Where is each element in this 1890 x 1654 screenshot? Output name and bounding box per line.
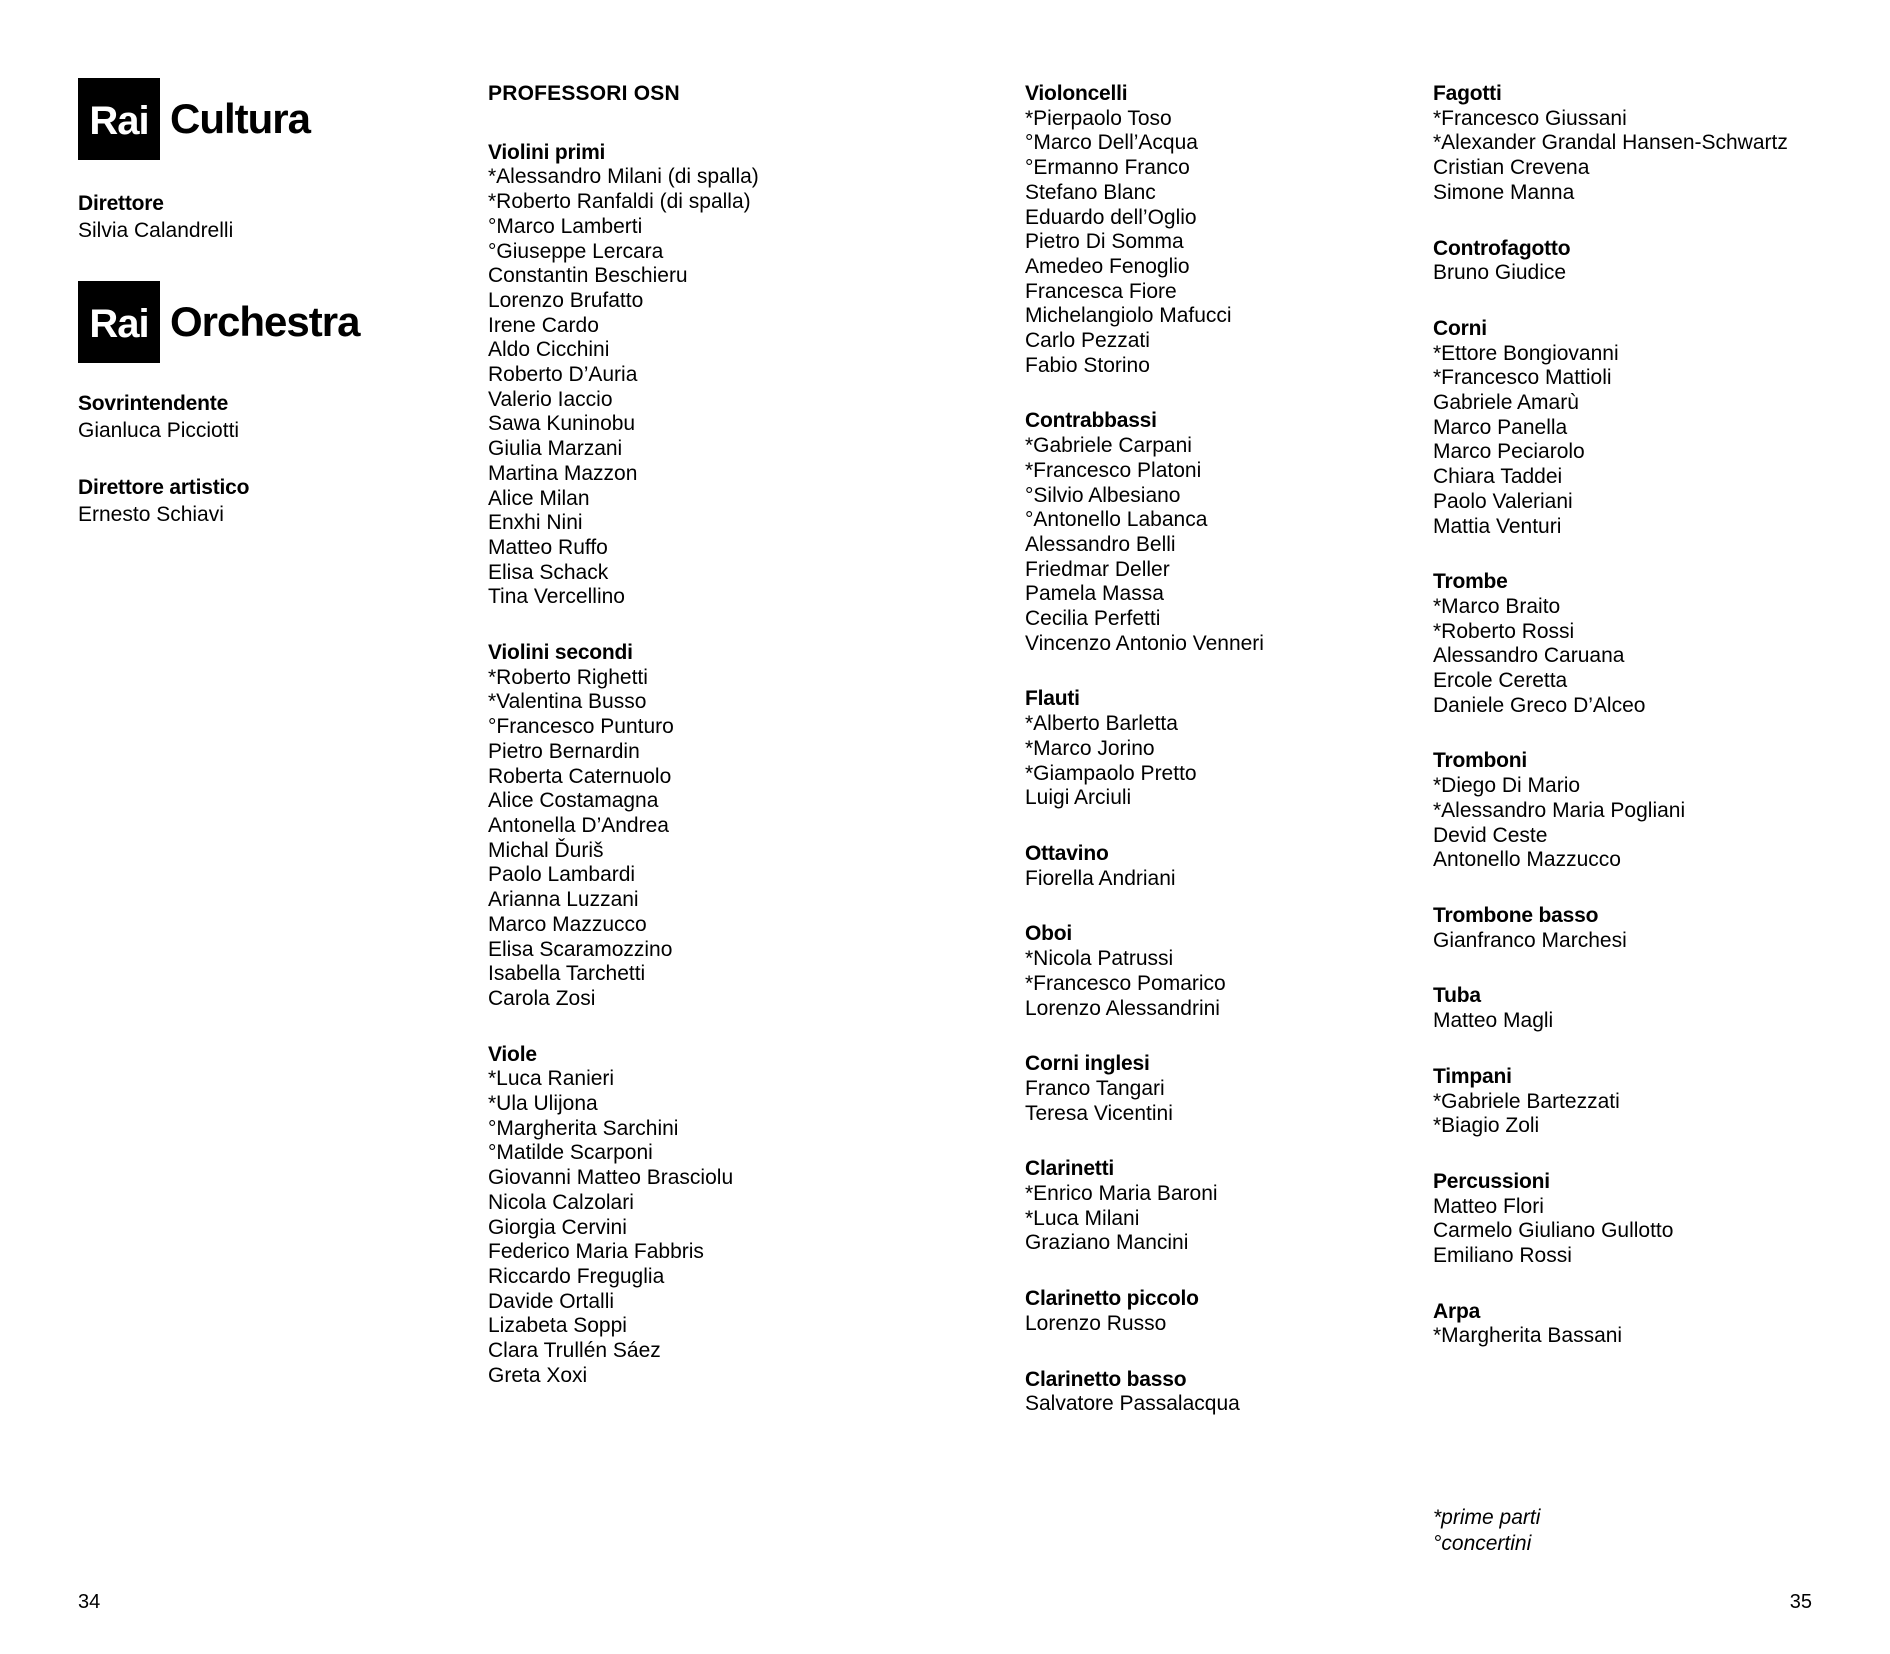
musician-name: Marco Panella: [1433, 415, 1568, 439]
musician-name: °Matilde Scarponi: [488, 1141, 653, 1165]
section-title: Contrabbassi: [1025, 409, 1157, 433]
instrument-section: [1433, 749, 1883, 873]
section-title: Trombe: [1433, 570, 1508, 594]
musician-name: Luigi Arciuli: [1025, 786, 1132, 810]
musician-name: *Giampaolo Pretto: [1025, 761, 1197, 785]
rai-cultura-label: Cultura: [170, 95, 310, 142]
rai-logo-mark: [78, 78, 160, 160]
instrument-section: [1025, 82, 1365, 378]
section-title: Percussioni: [1433, 1169, 1550, 1193]
instrument-section: [1433, 317, 1883, 539]
section-title: Arpa: [1433, 1299, 1481, 1323]
musician-name: Federico Maria Fabbris: [488, 1240, 704, 1264]
musician-name: Salvatore Passalacqua: [1025, 1392, 1240, 1416]
instrument-section: [1025, 1368, 1365, 1417]
musician-name: Greta Xoxi: [488, 1363, 588, 1387]
instrument-section: [1433, 82, 1883, 206]
musician-name: Fiorella Andriani: [1025, 866, 1176, 890]
musician-name: Matteo Ruffo: [488, 535, 608, 559]
role-label: Direttore: [78, 192, 164, 215]
musician-name: Michelangiolo Mafucci: [1025, 304, 1232, 328]
musician-name: *Luca Milani: [1025, 1206, 1140, 1230]
musician-name: Eduardo dell’Oglio: [1025, 205, 1197, 229]
legend-prime-parti: *prime parti: [1433, 1506, 1541, 1529]
musician-name: Matteo Flori: [1433, 1194, 1544, 1218]
musician-name: Matteo Magli: [1433, 1009, 1554, 1033]
members-column-strings: [488, 82, 808, 1388]
musician-name: Lorenzo Brufatto: [488, 288, 644, 312]
rai-logo-text: Rai: [89, 99, 149, 143]
musician-name: Emiliano Rossi: [1433, 1244, 1572, 1268]
musician-name: Franco Tangari: [1025, 1076, 1165, 1100]
musician-name: *Marco Jorino: [1025, 736, 1155, 760]
members-column-woodwinds: [1025, 82, 1365, 1417]
instrument-section: [1025, 687, 1365, 811]
instrument-section: [1433, 1300, 1883, 1349]
instrument-section: [1433, 1065, 1883, 1139]
page-number-left: 34: [78, 1591, 101, 1613]
instrument-section: [1025, 1157, 1365, 1256]
rai-orchestra-label: Orchestra: [170, 298, 360, 345]
musician-name: *Roberto Righetti: [488, 665, 648, 689]
musician-name: *Roberto Ranfaldi (di spalla): [488, 190, 751, 214]
musician-name: Lorenzo Alessandrini: [1025, 996, 1220, 1020]
section-title: Flauti: [1025, 687, 1080, 711]
musician-name: Marco Mazzucco: [488, 912, 647, 936]
musician-name: *Diego Di Mario: [1433, 774, 1581, 798]
musician-name: Alice Costamagna: [488, 789, 659, 813]
musician-name: Alessandro Belli: [1025, 532, 1176, 556]
musician-name: Isabella Tarchetti: [488, 962, 646, 986]
musician-name: Antonella D’Andrea: [488, 813, 669, 837]
musician-name: °Margherita Sarchini: [488, 1116, 679, 1140]
musician-name: Cecilia Perfetti: [1025, 607, 1161, 631]
instrument-section: [488, 1043, 808, 1389]
musician-name: Antonello Mazzucco: [1433, 848, 1621, 872]
musician-name: Alessandro Caruana: [1433, 644, 1625, 668]
musician-name: Pamela Massa: [1025, 582, 1164, 606]
musician-name: Constantin Beschieru: [488, 264, 688, 288]
musician-name: *Alessandro Milani (di spalla): [488, 165, 759, 189]
staff-block-sovrintendente: [78, 390, 458, 444]
musician-name: Carola Zosi: [488, 986, 596, 1010]
musician-name: *Francesco Mattioli: [1433, 366, 1612, 390]
section-title: Ottavino: [1025, 841, 1109, 865]
musician-name: Davide Ortalli: [488, 1289, 615, 1313]
musician-name: *Marco Braito: [1433, 594, 1561, 618]
musician-name: *Margherita Bassani: [1433, 1324, 1623, 1348]
branding-column: [78, 78, 458, 528]
musician-name: Bruno Giudice: [1433, 261, 1567, 285]
instrument-section: [1025, 1287, 1365, 1336]
section-title: Oboi: [1025, 922, 1073, 946]
musician-name: Graziano Mancini: [1025, 1231, 1189, 1255]
musician-name: Vincenzo Antonio Venneri: [1025, 631, 1264, 655]
person-name: Gianluca Picciotti: [78, 419, 240, 442]
musician-name: *Gabriele Carpani: [1025, 434, 1192, 458]
musician-name: °Marco Dell’Acqua: [1025, 131, 1198, 155]
instrument-section: [1025, 409, 1365, 656]
members-column-brass: [1433, 82, 1883, 1349]
musician-name: °Antonello Labanca: [1025, 508, 1208, 532]
musician-name: Teresa Vicentini: [1025, 1101, 1173, 1125]
musician-name: *Alexander Grandal Hansen-Schwartz: [1433, 131, 1788, 155]
instrument-section: [1433, 570, 1883, 718]
musician-name: *Pierpaolo Toso: [1025, 106, 1172, 130]
section-title: Clarinetti: [1025, 1157, 1115, 1181]
musician-name: °Francesco Punturo: [488, 715, 674, 739]
instrument-section: [1433, 237, 1883, 286]
section-title: Violoncelli: [1025, 82, 1128, 105]
musician-name: Francesca Fiore: [1025, 279, 1177, 303]
musician-name: Arianna Luzzani: [488, 888, 639, 912]
musician-name: *Biagio Zoli: [1433, 1114, 1540, 1138]
musician-name: °Silvio Albesiano: [1025, 483, 1181, 507]
musician-name: *Alberto Barletta: [1025, 712, 1178, 736]
section-title: Corni inglesi: [1025, 1052, 1150, 1076]
instrument-section: [1025, 842, 1365, 891]
section-title: Clarinetto basso: [1025, 1367, 1187, 1391]
musician-name: Devid Ceste: [1433, 823, 1548, 847]
musician-name: Clara Trullén Sáez: [488, 1339, 661, 1363]
musician-name: *Ettore Bongiovanni: [1433, 341, 1619, 365]
person-name: Ernesto Schiavi: [78, 503, 224, 526]
musician-name: Gabriele Amarù: [1433, 391, 1579, 415]
musician-name: Pietro Di Somma: [1025, 230, 1184, 254]
musician-name: *Francesco Platoni: [1025, 458, 1202, 482]
musician-name: Friedmar Deller: [1025, 557, 1170, 581]
musician-name: *Francesco Pomarico: [1025, 971, 1226, 995]
musician-name: °Giuseppe Lercara: [488, 239, 664, 263]
musician-name: Fabio Storino: [1025, 353, 1150, 377]
musician-name: Nicola Calzolari: [488, 1190, 634, 1214]
musician-name: *Roberto Rossi: [1433, 619, 1575, 643]
musician-name: Chiara Taddei: [1433, 465, 1563, 489]
musician-name: Daniele Greco D’Alceo: [1433, 693, 1646, 717]
musician-name: °Marco Lamberti: [488, 214, 643, 238]
rai-cultura-logo: [78, 78, 458, 160]
staff-block-direttore-artistico: [78, 474, 458, 528]
instrument-section: [1025, 922, 1365, 1021]
musician-name: *Alessandro Maria Pogliani: [1433, 798, 1686, 822]
musician-name: Tina Vercellino: [488, 585, 625, 609]
person-name: Silvia Calandrelli: [78, 219, 234, 242]
musician-name: *Valentina Busso: [488, 690, 647, 714]
musician-name: Alice Milan: [488, 486, 590, 510]
instrument-section: [488, 641, 808, 1012]
musician-name: Elisa Scaramozzino: [488, 937, 673, 961]
musician-name: Martina Mazzon: [488, 461, 638, 485]
musician-name: Giorgia Cervini: [488, 1215, 627, 1239]
musician-name: *Luca Ranieri: [488, 1067, 615, 1091]
section-title: Controfagotto: [1433, 236, 1571, 260]
professori-osn-heading: PROFESSORI OSN: [488, 82, 680, 105]
musician-name: Mattia Venturi: [1433, 514, 1562, 538]
instrument-section: [1433, 904, 1883, 953]
musician-name: Carlo Pezzati: [1025, 329, 1150, 353]
musician-name: Lizabeta Soppi: [488, 1314, 627, 1338]
musician-name: Aldo Cicchini: [488, 338, 610, 362]
musician-name: Pietro Bernardin: [488, 739, 640, 763]
rai-logo-text: Rai: [89, 302, 149, 346]
musician-name: Elisa Schack: [488, 560, 609, 584]
musician-name: Ercole Ceretta: [1433, 669, 1568, 693]
legend-footnote: [1433, 1505, 1540, 1556]
section-title: Corni: [1433, 316, 1487, 340]
page-number-right: 35: [1789, 1591, 1812, 1613]
musician-name: Enxhi Nini: [488, 511, 583, 535]
section-title: Clarinetto piccolo: [1025, 1287, 1199, 1311]
musician-name: Giulia Marzani: [488, 437, 623, 461]
musician-name: Lorenzo Russo: [1025, 1311, 1167, 1335]
musician-name: *Ula Ulijona: [488, 1092, 598, 1116]
musician-name: Sawa Kuninobu: [488, 412, 636, 436]
musician-name: Gianfranco Marchesi: [1433, 928, 1627, 952]
musician-name: Irene Cardo: [488, 313, 599, 337]
musician-name: Amedeo Fenoglio: [1025, 254, 1190, 278]
musician-name: Michal Ďuriš: [488, 838, 604, 862]
role-label: Sovrintendente: [78, 392, 229, 415]
instrument-section: [1025, 1052, 1365, 1126]
musician-name: *Enrico Maria Baroni: [1025, 1182, 1218, 1206]
section-title: Viole: [488, 1042, 537, 1066]
musician-name: Roberta Caternuolo: [488, 764, 672, 788]
rai-logo-mark: [78, 281, 160, 363]
section-title: Violini secondi: [488, 641, 633, 665]
musician-name: Stefano Blanc: [1025, 180, 1156, 204]
musician-name: °Ermanno Franco: [1025, 156, 1190, 180]
section-title: Tromboni: [1433, 749, 1528, 773]
instrument-section: [1433, 1170, 1883, 1269]
musician-name: Giovanni Matteo Brasciolu: [488, 1166, 734, 1190]
section-title: Violini primi: [488, 140, 606, 164]
musician-name: Marco Peciarolo: [1433, 440, 1585, 464]
section-title: Fagotti: [1433, 82, 1502, 105]
musician-name: *Francesco Giussani: [1433, 106, 1627, 130]
musician-name: Simone Manna: [1433, 180, 1575, 204]
role-label: Direttore artistico: [78, 476, 250, 499]
section-title: Trombone basso: [1433, 903, 1599, 927]
musician-name: *Nicola Patrussi: [1025, 947, 1174, 971]
section-title: Timpani: [1433, 1064, 1512, 1088]
musician-name: Carmelo Giuliano Gullotto: [1433, 1219, 1674, 1243]
musician-name: Valerio Iaccio: [488, 387, 613, 411]
musician-name: Paolo Lambardi: [488, 863, 636, 887]
musician-name: Cristian Crevena: [1433, 156, 1590, 180]
rai-orchestra-logo: [78, 281, 458, 363]
instrument-section: [488, 141, 808, 610]
musician-name: Paolo Valeriani: [1433, 489, 1573, 513]
staff-block-direttore: [78, 190, 458, 244]
musician-name: Roberto D’Auria: [488, 363, 638, 387]
musician-name: *Gabriele Bartezzati: [1433, 1089, 1620, 1113]
section-title: Tuba: [1433, 984, 1481, 1008]
instrument-section: [1433, 984, 1883, 1033]
legend-concertini: °concertini: [1433, 1531, 1532, 1555]
musician-name: Riccardo Freguglia: [488, 1264, 665, 1288]
